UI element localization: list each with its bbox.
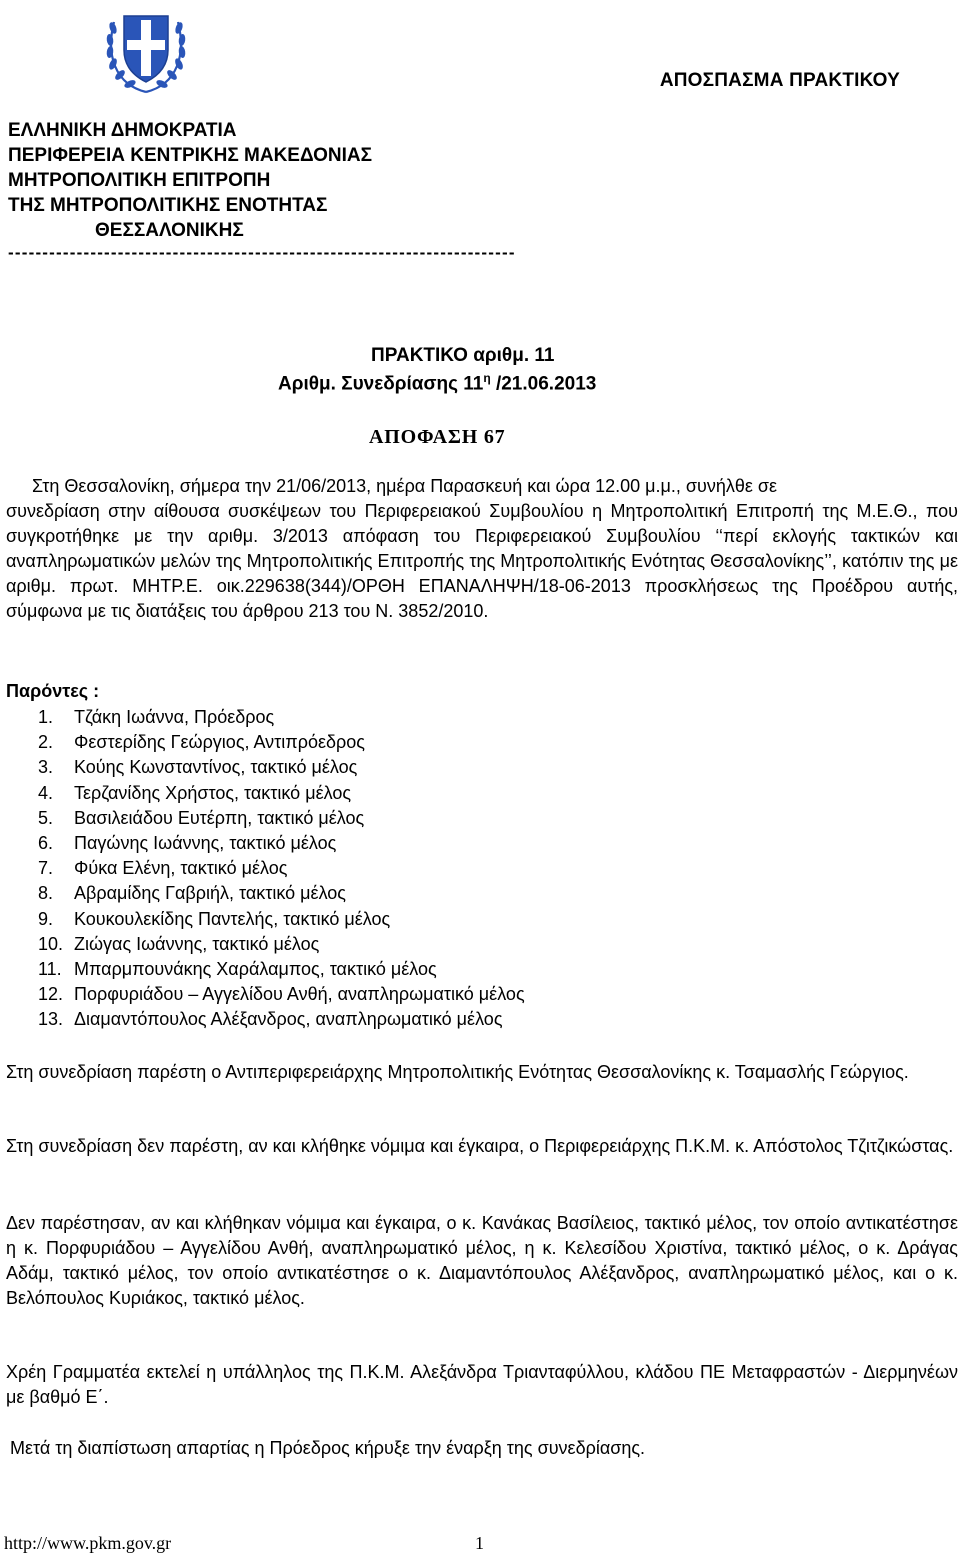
absent-governor-paragraph: Στη συνεδρίαση δεν παρέστη, αν και κλήθηκε νόμιμα και έγκαιρα, ο Περιφερειάρχης Π.Κ.Μ. κ. Απόστολος Τζιτζικώστας. bbox=[6, 1136, 954, 1156]
list-item-number: 6. bbox=[38, 833, 54, 854]
list-item-text: Διαμαντόπουλος Αλέξανδρος, αναπληρωματικό μέλος bbox=[74, 1009, 503, 1030]
list-item-number: 10. bbox=[38, 933, 64, 954]
list-item bbox=[38, 755, 525, 780]
authority-line: ΠΕΡΙΦΕΡΕΙΑ ΚΕΝΤΡΙΚΗΣ ΜΑΚΕΔΟΝΙΑΣ bbox=[8, 145, 373, 166]
separator-line: -------------------------------------------------------------------------- bbox=[8, 243, 516, 262]
list-item bbox=[38, 932, 525, 957]
absent-members-paragraph: Δεν παρέστησαν, αν και κλήθηκαν νόμιμα και έγκαιρα, ο κ. Κανάκας Βασίλειος, τακτικό μέλος, τον οποίο αντικατέστησε η κ. Πορφυριάδου – Αγγελίδου Ανθή, αναπληρωματικό μέλος, η κ. Κελεσίδου Χριστίνα, τακτικό μέλος, ο κ. Δράγας Αδάμ, τακτικό μέλος, τον οποίο αντικατέστησε ο κ. Διαμαντόπουλος Αλέξανδρος, αναπληρωματικό μέλος, και ο κ. Βελόπουλος Κυριάκος, τακτικό μέλος. bbox=[6, 1213, 958, 1308]
secretary-paragraph: Χρέη Γραμματέα εκτελεί η υπάλληλος της Π.Κ.Μ. Αλεξάνδρα Τριανταφύλλου, κλάδου ΠΕ Μεταφραστών - Διερμηνέων με βαθμό Ε΄. bbox=[6, 1362, 958, 1407]
list-item bbox=[38, 1007, 525, 1032]
hellenic-republic-emblem-icon bbox=[104, 4, 188, 96]
intro-rest: συνεδρίαση στην αίθουσα συσκέψεων του Περιφερειακού Συμβουλίου η Μητροπολιτική Επιτροπή της Μ.Ε.Θ., που συγκροτήθηκε με την αριθμ. 3/2013 απόφαση του Περιφερειακού Συμβουλίου ‘‘περί εκλογής τακτικών και αναπληρωματικών μελών της Μητροπολιτικής Επιτροπής της Μητροπολιτικής Ενότητας Θεσσαλονίκης’’, κατόπιν της με αριθμ. πρωτ. ΜΗΤΡ.Ε. οικ.229638(344)/ΟΡΘΗ ΕΠΑΝΑΛΗΨΗ/18-06-2013 προσκλήσεως της Προέδρου αυτής, σύμφωνα με τις διατάξεις του άρθρου 213 του Ν. 3852/2010. bbox=[6, 501, 958, 621]
authority-line: ΜΗΤΡΟΠΟΛΙΤΙΚΗ ΕΠΙΤΡΟΠΗ bbox=[8, 170, 271, 191]
session-ordinal: η bbox=[483, 371, 491, 385]
list-item-number: 7. bbox=[38, 858, 54, 879]
list-item-text: Κουκουλεκίδης Παντελής, τακτικό μέλος bbox=[74, 908, 391, 929]
list-item-number: 4. bbox=[38, 782, 54, 803]
list-item bbox=[38, 730, 525, 755]
list-item-text: Φύκα Ελένη, τακτικό μέλος bbox=[74, 858, 288, 879]
list-item-number: 2. bbox=[38, 732, 54, 753]
list-item-text: Κούης Κωνσταντίνος, τακτικό μέλος bbox=[74, 757, 358, 778]
document-kind: ΑΠΟΣΠΑΣΜΑ ΠΡΑΚΤΙΚΟΥ bbox=[659, 70, 900, 91]
decision-title: ΑΠΟΦΑΣΗ 67 bbox=[369, 426, 506, 448]
list-item-number: 3. bbox=[38, 757, 54, 778]
list-item bbox=[38, 806, 525, 831]
list-item-text: Μπαρμπουνάκης Χαράλαμπος, τακτικό μέλος bbox=[74, 959, 437, 980]
authority-line: ΤΗΣ ΜΗΤΡΟΠΟΛΙΤΙΚΗΣ ΕΝΟΤΗΤΑΣ bbox=[8, 195, 328, 216]
list-item-number: 9. bbox=[38, 908, 54, 929]
session-prefix: Αριθμ. Συνεδρίασης 11 bbox=[278, 373, 484, 395]
list-item-text: Αβραμίδης Γαβριήλ, τακτικό μέλος bbox=[74, 883, 346, 904]
list-item-number: 11. bbox=[38, 959, 62, 980]
intro-first-line: Στη Θεσσαλονίκη, σήμερα την 21/06/2013, ημέρα Παρασκευή και ώρα 12.00 μ.μ., συνήλθε σε bbox=[32, 476, 778, 496]
session-number bbox=[278, 371, 596, 395]
list-item bbox=[38, 705, 525, 730]
list-item-text: Ζιώγας Ιωάννης, τακτικό μέλος bbox=[74, 933, 320, 954]
issuing-authority bbox=[8, 118, 516, 263]
list-item bbox=[38, 907, 525, 932]
list-item bbox=[38, 957, 525, 982]
list-item bbox=[38, 781, 525, 806]
list-item-text: Τερζανίδης Χρήστος, τακτικό μέλος bbox=[74, 782, 352, 803]
list-item-number: 5. bbox=[38, 807, 54, 828]
list-item-number: 1. bbox=[38, 707, 54, 727]
present-heading: Παρόντες : bbox=[6, 681, 100, 701]
list-item bbox=[38, 831, 525, 856]
list-item-number: 12. bbox=[38, 984, 64, 1005]
list-item bbox=[38, 881, 525, 906]
session-date: /21.06.2013 bbox=[490, 373, 597, 395]
intro-paragraph bbox=[6, 474, 958, 624]
list-item-text: Φεστερίδης Γεώργιος, Αντιπρόεδρος bbox=[74, 732, 365, 753]
page-number: 1 bbox=[475, 1533, 484, 1553]
list-item-number: 8. bbox=[38, 883, 54, 904]
minutes-number: ΠΡΑΚΤΙΚΟ αριθμ. 11 bbox=[371, 345, 555, 366]
list-item bbox=[38, 856, 525, 881]
authority-line: ΕΛΛΗΝΙΚΗ ΔΗΜΟΚΡΑΤΙΑ bbox=[8, 120, 237, 141]
list-item-number: 13. bbox=[38, 1009, 64, 1030]
vice-governor-paragraph: Στη συνεδρίαση παρέστη ο Αντιπεριφερειάρχης Μητροπολιτικής Ενότητας Θεσσαλονίκης κ. Τσαμασλής Γεώργιος. bbox=[6, 1062, 909, 1082]
list-item-text: Βασιλειάδου Ευτέρπη, τακτικό μέλος bbox=[74, 807, 365, 828]
list-item bbox=[38, 982, 525, 1007]
list-item-text: Πορφυριάδου – Αγγελίδου Ανθή, αναπληρωματικό μέλος bbox=[74, 984, 525, 1005]
list-item-text: Παγώνης Ιωάννης, τακτικό μέλος bbox=[74, 833, 337, 854]
authority-line: ΘΕΣΣΑΛΟΝΙΚΗΣ bbox=[95, 220, 244, 241]
quorum-paragraph: Μετά τη διαπίστωση απαρτίας η Πρόεδρος κήρυξε την έναρξη της συνεδρίασης. bbox=[10, 1438, 646, 1458]
footer-url: http://www.pkm.gov.gr bbox=[4, 1533, 172, 1553]
list-item-text: Τζάκη Ιωάννα, Πρόεδρος bbox=[74, 707, 275, 727]
present-members-list bbox=[38, 705, 525, 1033]
